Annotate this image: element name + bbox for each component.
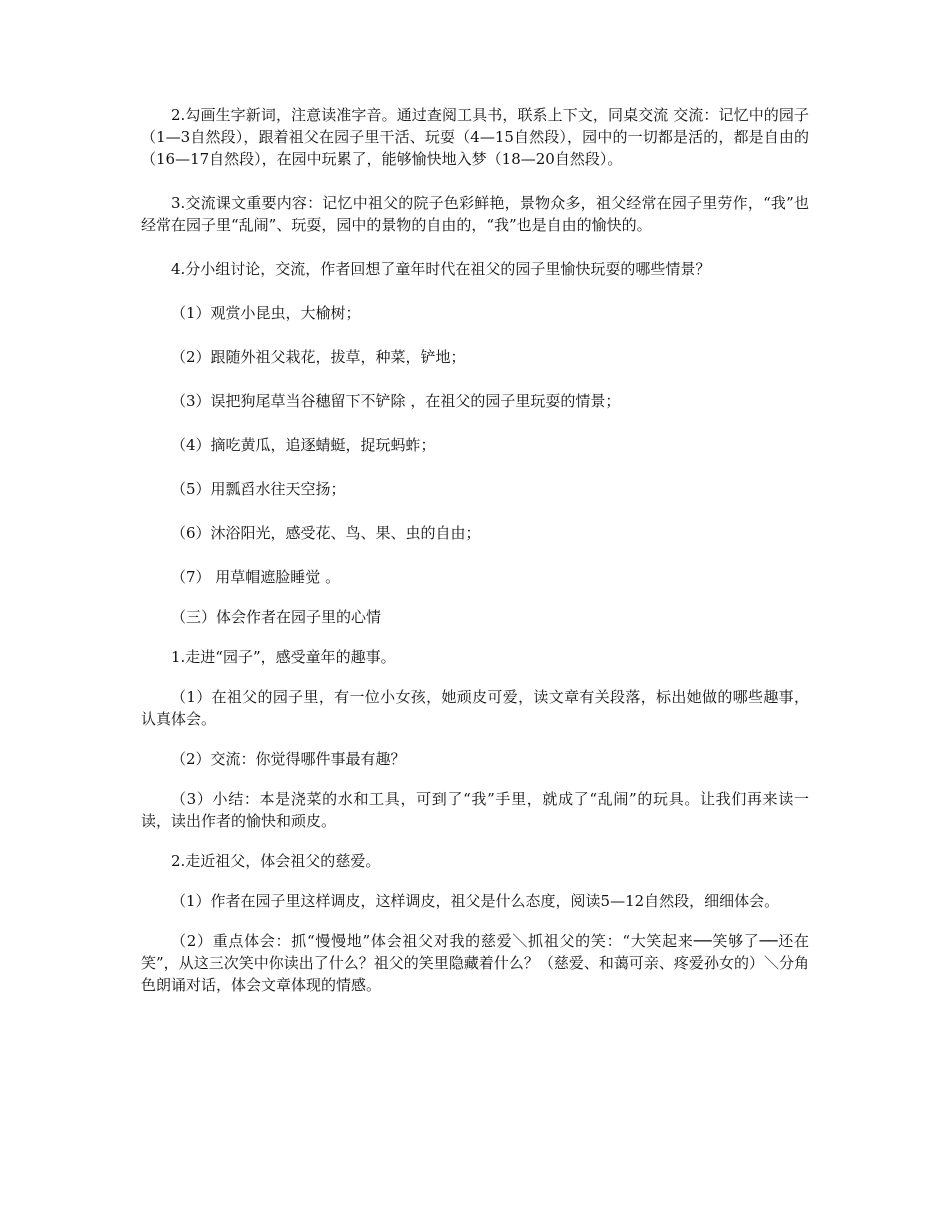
subsection-heading-2: 2.走近祖父，体会祖父的慈爱。 xyxy=(171,852,381,870)
list-item-4: （4）摘吃黄瓜，追逐蜻蜓，捉玩蚂蚱； xyxy=(171,436,436,454)
list-item-7: （7） 用草帽遮脸睡觉 。 xyxy=(171,568,341,586)
list-item-6: （6）沐浴阳光，感受花、鸟、果、虫的自由； xyxy=(171,524,481,542)
sub-item-2-2: （2）重点体会：抓“慢慢地”体会祖父对我的慈爱＼抓祖父的笑：“大笑起来──笑够了──还在笑”，从这三次笑中你读出了什么？祖父的笑里隐藏着什么？（慈爱、和蔼可亲、疼爱孙女的）＼分角色朗诵对话，体会文章体现的情感。 xyxy=(141,932,809,994)
list-item-3: （3）误把狗尾草当谷穗留下不铲除 ，在祖父的园子里玩耍的情景； xyxy=(171,392,621,410)
list-item-2: （2）跟随外祖父栽花，拔草，种菜，铲地； xyxy=(171,348,466,366)
document-page xyxy=(141,104,809,996)
sub-item-1-2: （2）交流：你觉得哪件事最有趣？ xyxy=(171,750,406,768)
list-item-5: （5）用瓢舀水往天空扬； xyxy=(171,480,346,498)
sub-item-1-3: （3）小结：本是浇菜的水和工具，可到了“我”手里，就成了“乱闹”的玩具。让我们再来读一读，读出作者的愉快和顽皮。 xyxy=(141,790,809,830)
list-item-1: （1）观赏小昆虫，大榆树； xyxy=(171,304,361,322)
paragraph-step-2: 2.勾画生字新词，注意读准字音。通过查阅工具书，联系上下文，同桌交流 交流：记忆中的园子（1—3自然段），跟着祖父在园子里干活、玩耍（4—15自然段），园中的一切都是活的，都是自由的（16—17自然段），在园中玩累了，能够愉快地入梦（18—20自然段）。 xyxy=(141,106,809,168)
paragraph-step-3: 3.交流课文重要内容：记忆中祖父的院子色彩鲜艳，景物众多，祖父经常在园子里劳作，“我”也经常在园子里“乱闹”、玩耍，园中的景物的自由的，“我”也是自由的愉快的。 xyxy=(141,194,809,234)
section-heading-3: （三）体会作者在园子里的心情 xyxy=(171,608,382,626)
sub-item-1-1: （1）在祖父的园子里，有一位小女孩，她顽皮可爱，读文章有关段落，标出她做的哪些趣事，认真体会。 xyxy=(141,688,809,728)
subsection-heading-1: 1.走进“园子”，感受童年的趣事。 xyxy=(171,648,396,666)
sub-item-2-1: （1）作者在园子里这样调皮，这样调皮，祖父是什么态度，阅读5—12自然段，细细体会。 xyxy=(171,892,780,910)
paragraph-step-4: 4.分小组讨论，交流，作者回想了童年时代在祖父的园子里愉快玩耍的哪些情景？ xyxy=(171,260,711,278)
